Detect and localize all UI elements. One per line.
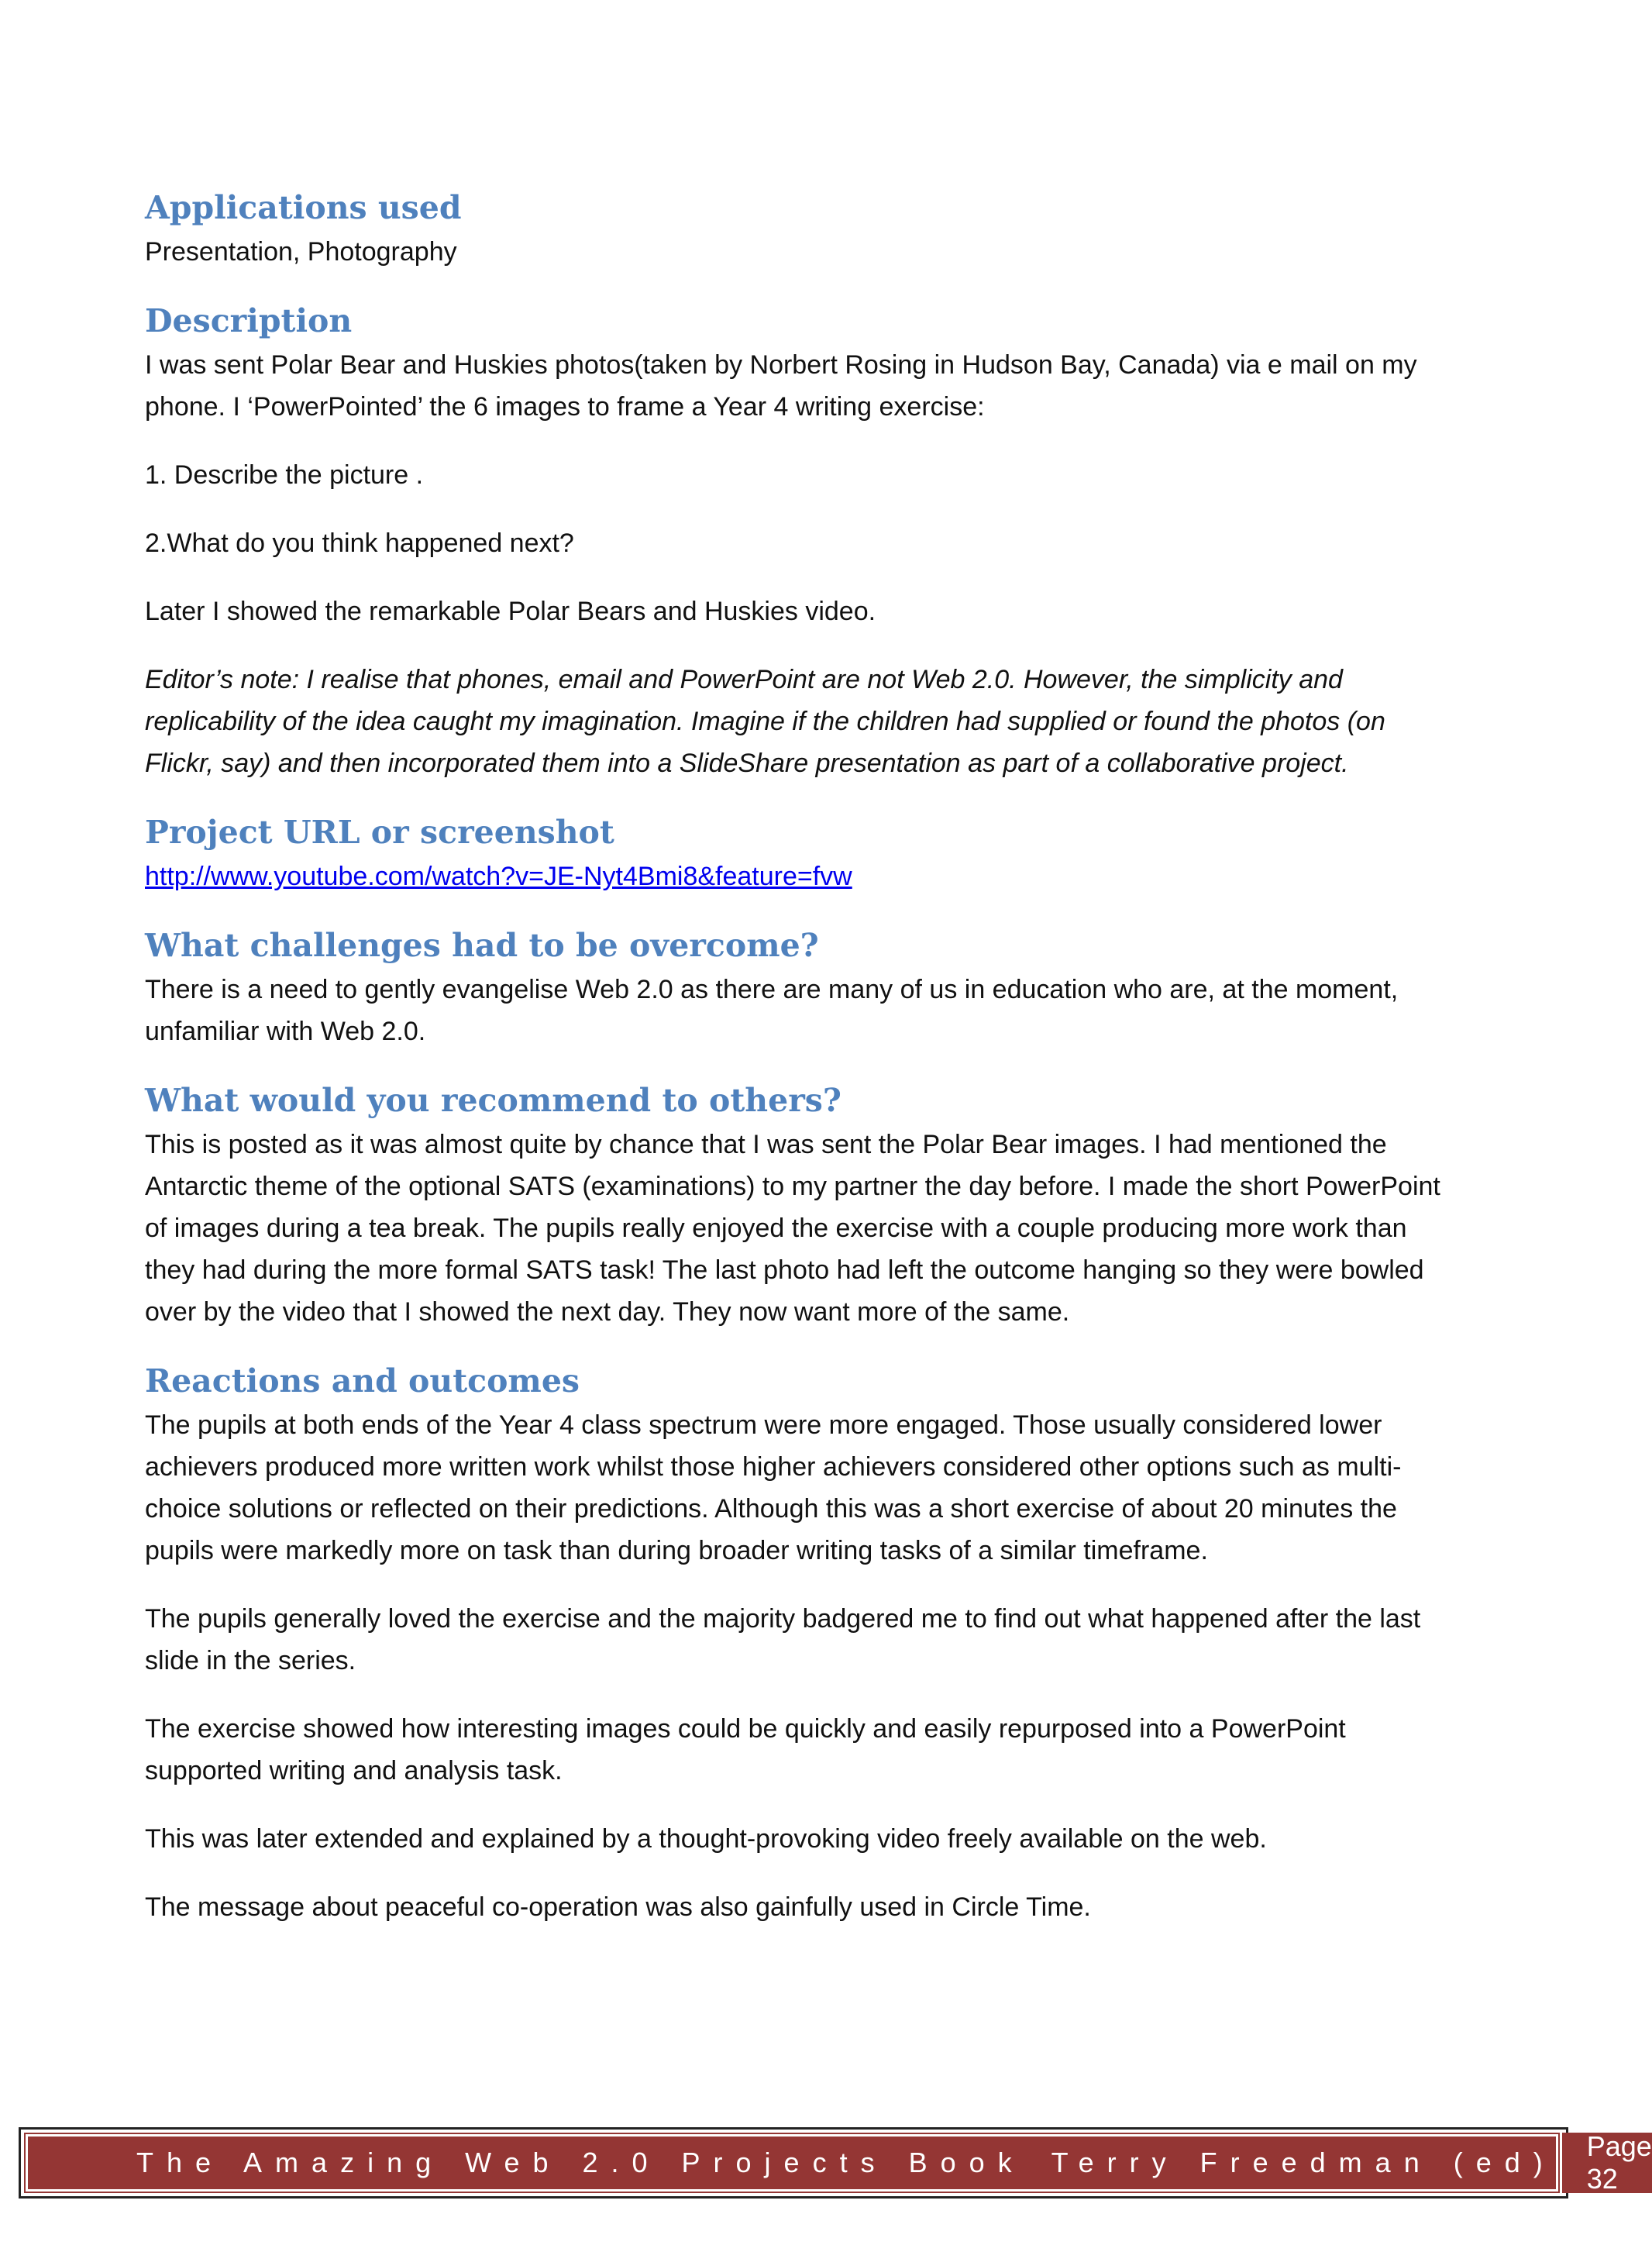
reactions-paragraph-5: The message about peaceful co-operation was also gainfully used in Circle Time. [145, 1892, 1091, 1922]
footer-book-title: The Amazing Web 2.0 Projects Book [136, 2147, 1025, 2178]
document-page [145, 186, 1454, 1954]
heading-challenges: What challenges had to be overcome? [145, 927, 819, 964]
reactions-paragraph-2: The pupils generally loved the exercise and the majority badgered me to find out what happened after the last slide in the series. [145, 1604, 1421, 1675]
project-url-link[interactable]: http://www.youtube.com/watch?v=JE-Nyt4Bmi8&feature=fvw [145, 862, 852, 891]
footer-title-bar [26, 2134, 1558, 2192]
section-reactions [145, 1359, 1454, 1928]
recommend-text: This is posted as it was almost quite by chance that I was sent the Polar Bear images. I had mentioned the Antarctic theme of the optional SATS (examinations) to my partner the day before. I made the short PowerPoint of images during a tea break. The pupils really enjoyed the exercise with a couple producing more work than they had during the more formal SATS task! The last photo had left the outcome hanging so they were bowled over by the video that I showed the next day. They now want more of the same. [145, 1130, 1440, 1327]
description-paragraph-3: 2.What do you think happened next? [145, 529, 574, 558]
heading-description: Description [145, 302, 353, 339]
challenges-text: There is a need to gently evangelise Web 2.0 as there are many of us in education who are, at the moment, unfamiliar with Web 2.0. [145, 975, 1399, 1046]
section-recommend [145, 1079, 1454, 1333]
page-footer [19, 2127, 1652, 2199]
heading-applications-used: Applications used [145, 189, 462, 226]
heading-project-url: Project URL or screenshot [145, 814, 614, 851]
heading-reactions: Reactions and outcomes [145, 1362, 580, 1400]
reactions-paragraph-3: The exercise showed how interesting images could be quickly and easily repurposed into a PowerPoint supported writing and analysis task. [145, 1714, 1346, 1785]
description-paragraph-4: Later I showed the remarkable Polar Bears and Huskies video. [145, 597, 876, 626]
description-paragraph-1: I was sent Polar Bear and Huskies photos(taken by Norbert Rosing in Hudson Bay, Canada) via e mail on my phone. I ‘PowerPointed’ the 6 images to frame a Year 4 writing exercise: [145, 350, 1417, 422]
description-paragraph-2: 1. Describe the picture . [145, 460, 424, 490]
heading-recommend: What would you recommend to others? [145, 1082, 841, 1119]
footer-inner [26, 2130, 1652, 2195]
footer-editor: Terry Freedman (ed) [1051, 2147, 1556, 2178]
section-project-url [145, 811, 1454, 897]
reactions-paragraph-1: The pupils at both ends of the Year 4 class spectrum were more engaged. Those usually considered lower achievers produced more written work whilst those higher achievers considered other options such as multi-choice solutions or reflected on their predictions. Although this was a short exercise of about 20 minutes the pupils were markedly more on task than during broader writing tasks of a similar timeframe. [145, 1410, 1402, 1565]
applications-text: Presentation, Photography [145, 237, 457, 267]
section-description [145, 299, 1454, 784]
section-challenges [145, 924, 1454, 1052]
project-url-paragraph [145, 856, 1454, 897]
editor-note: Editor’s note: I realise that phones, email and PowerPoint are not Web 2.0. However, the simplicity and replicability of the idea caught my imagination. Imagine if the children had supplied or found the photos (on Flickr, say) and then incorporated them into a SlideShare presentation as part of a collaborative project. [145, 665, 1385, 778]
section-applications [145, 186, 1454, 273]
reactions-paragraph-4: This was later extended and explained by a thought-provoking video freely available on the web. [145, 1824, 1267, 1854]
footer-page-number: Page 32 [1564, 2134, 1652, 2192]
